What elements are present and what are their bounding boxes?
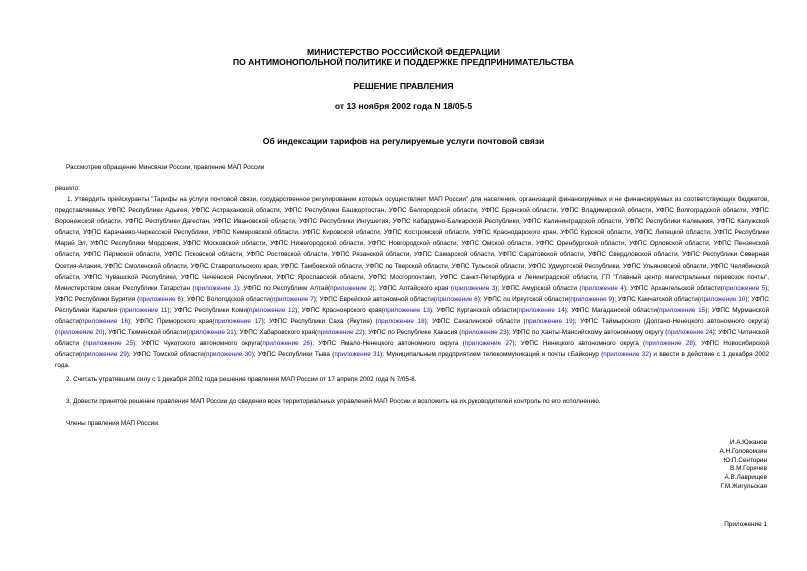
- attachment-link[interactable]: приложение 2: [330, 284, 373, 292]
- attachment-suffix: ); УФПС Курганской области(: [429, 306, 519, 314]
- attachment-suffix: ); УФПС Республики Тыва (: [251, 351, 335, 359]
- attachment-link[interactable]: приложение 15: [659, 306, 706, 314]
- attachment-suffix: ); УФПС Сахалинской области (: [424, 318, 526, 326]
- attachment-suffix: ); УФПС Магаданской области(: [564, 306, 660, 314]
- signature-list: [720, 439, 767, 492]
- attachment-suffix: ); УФПС Республики Карелия (: [55, 295, 770, 314]
- attachment-suffix: ); УФПС Республики Коми(: [167, 306, 250, 314]
- attachment-link[interactable]: приложение 24: [667, 329, 713, 337]
- attachment-link[interactable]: приложение 7: [272, 295, 314, 303]
- attachment-link[interactable]: приложение 10: [700, 295, 746, 303]
- signature-name: В.М.Горячев: [730, 465, 767, 473]
- attachment-suffix: ); УФПС Архангельской области(: [623, 284, 723, 292]
- ministry-line-1: МИНИСТЕРСТВО РОССИЙСКОЙ ФЕДЕРАЦИИ: [306, 47, 501, 57]
- attachment-link[interactable]: приложение 20: [57, 329, 103, 337]
- signature-name: Ю.П.Сенторин: [723, 456, 767, 464]
- attachment-suffix: ); УФПС Еврейской автономной области(: [313, 295, 436, 303]
- document-date: от 13 ноября 2002 года N 18/05-5: [334, 101, 473, 111]
- attachment-link[interactable]: приложение 5: [722, 284, 766, 292]
- attachment-suffix: ); УФПС Мурманской области(: [55, 306, 770, 326]
- attachment-suffix: ); УФПС Республики Бурятия (: [55, 284, 770, 303]
- signature-name: А.Н.Головомзин: [719, 447, 767, 455]
- signature-name: Г.М.Жигульская: [720, 482, 767, 490]
- intro-text: Рассмотрев обращение Минсвязи России, правление МАП России: [66, 164, 265, 171]
- document-subject: Об индексации тарифов на регулируемые услуги почтовой связи: [262, 136, 545, 146]
- item-3-text: 3. Довести принятое решение правления МАП России до сведения всех территориальных управлений МАП России и возложить на их руководителей контроль по его исполнению.: [66, 398, 601, 405]
- attachment-link[interactable]: приложение 11: [121, 306, 168, 314]
- attachment-link[interactable]: приложение 12: [249, 306, 296, 314]
- attachment-suffix: ); УФПС по Республике Алтай(: [236, 284, 331, 292]
- attachment-suffix: ); УФПС Тюменской области(: [102, 329, 189, 337]
- resolved-label: решило:: [55, 185, 80, 192]
- attachment-suffix: ); УФПС Ямало-Ненецкого автономного округа (: [310, 340, 465, 348]
- ministry-heading: [0, 47, 807, 67]
- members-label: Члены правления МАП России:: [66, 420, 160, 427]
- attachments-list: [55, 285, 769, 370]
- attachment-link[interactable]: приложение 18: [377, 318, 425, 326]
- attachment-suffix: ); УФПС Томской области(: [126, 351, 206, 359]
- signature-name: А.В.Лаврищев: [724, 474, 767, 482]
- attachment-suffix: ); УФПС Новосибирской области(: [55, 340, 770, 359]
- attachment-link[interactable]: приложение 25: [85, 340, 134, 348]
- attachment-suffix: ) и ввести в действие с 1 декабря 2002 года.: [55, 351, 770, 370]
- attachment-suffix: ); Муниципальным предприятием телекоммуникаций и почты г.Байконур (: [380, 351, 604, 359]
- signature-name: И.А.Южанов: [729, 439, 767, 446]
- attachment-suffix: ); УФПС Алтайского края (: [372, 284, 453, 292]
- attachment-link[interactable]: приложение 26: [262, 340, 311, 348]
- item-1-paragraph: [55, 194, 769, 372]
- attachment-link[interactable]: приложение 22: [317, 329, 363, 337]
- attachment-link[interactable]: приложение 13: [383, 306, 430, 314]
- attachment-link[interactable]: приложение 17: [214, 318, 262, 326]
- attachment-link[interactable]: приложение 23: [461, 329, 507, 337]
- attachment-suffix: ); УФПС Ненецкого автономного округа (: [512, 340, 646, 348]
- appendix-label: Приложение 1: [724, 521, 767, 528]
- attachment-link[interactable]: приложение 30: [206, 351, 252, 359]
- attachment-suffix: ); УФПС Вологодской области(: [181, 295, 272, 303]
- item-2-text: 2. Считать утратившим силу с 1 декабря 2002 года решение правления МАП России от 17 апреля 2002 года N 7/05-8.: [66, 376, 417, 383]
- document-type: РЕШЕНИЕ ПРАВЛЕНИЯ: [353, 81, 454, 91]
- item-1-lead: 1. Утвердить прейскуранты "Тарифы на услуги почтовой связи, государственное регулирование которых осуществляет МАП России" для населения, организаций финансируемых и не финансируемых из соответствующих бюджетов, представляемых УФПС Республики Адыгея, УФПС Астраханской области, УФПС Республики Башкортостан, УФПС Белгородской области, УФПС Брянской области, УФПС Владимирской области, УФПС Волгоградской области, УФПС Воронежской области, УФПС Республики Дагестан, УФПС Ивановской области, УФПС Республики Ингушетия, УФПС Кабардино-Балкарской Республики, УФПС Калининградской области, УФПС Республики Калмыкия, УФПС Калужской области, УФПС Карачаево-Черкесской Республики, УФПС Кемеровской области, УФПС Кировской области, УФПС Костромской области, УФПС Краснодарского края, УФПС Курской области, УФПС Липецкой области, УФПС Республики Марий Эл, УФПС Республики Мордовия, УФПС Московской области, УФПС Нижегородской области, УФПС Новгородской области, УФПС Омской области, УФПС Оренбургской области, УФПС Орловской области, УФПС Пензенской области, УФПС Пермской области, УФПС Псковской области, УФПС Ростовской области, УФПС Рязанской области, УФПС Самарской области, УФПС Саратовской области, УФПС Свердловской области, УФПС Республики Северная Осетия-Алания, УФПС Смоленской области, УФПС Ставропольского края, УФПС Тамбовской области, УФПС по Тверской области, УФПС Тульской области, УФПС Удмуртской Республики, УФПС Ульяновской области, УФПС Челябинской области, УФПС Чувашской Республики, УФПС Чеченской Республики, УФПС Ярославской области, УФПС Мосгорпочтамт, УФПС Санкт-Петербурга и Ленинградской области, ГП "Главный центр магистральных перевозок почты", Министерством связи Республики Татарстан: [55, 196, 769, 292]
- attachment-link[interactable]: приложение 29: [81, 351, 127, 359]
- attachment-link[interactable]: приложение 1: [194, 284, 237, 292]
- attachment-prefix: (: [189, 284, 195, 292]
- attachment-link[interactable]: приложение 31: [334, 351, 381, 359]
- attachment-link[interactable]: приложение 6: [139, 295, 181, 303]
- attachment-suffix: ); УФПС Чукотского автономного округа(: [133, 340, 263, 348]
- attachment-link[interactable]: приложение 16: [81, 318, 129, 326]
- attachment-link[interactable]: приложение 21: [188, 329, 234, 337]
- attachment-suffix: ); УФПС Таймырского (Долгано-Ненецкого автономного округа) (: [55, 318, 770, 337]
- attachment-suffix: ); УФПС по Иркутской области(: [477, 295, 571, 303]
- attachment-suffix: ); УФПС Республики Саха (Якутия) (: [261, 318, 378, 326]
- attachment-link[interactable]: приложение 27: [464, 340, 513, 348]
- attachment-suffix: ); УФПС Амурской области (: [495, 284, 582, 292]
- attachment-suffix: ); УФПС Красноярского края(: [295, 306, 384, 314]
- ministry-line-2: ПО АНТИМОНОПОЛЬНОЙ ПОЛИТИКЕ И ПОДДЕРЖКЕ ПРЕДПРИНИМАТЕЛЬСТВА: [232, 57, 575, 67]
- attachment-suffix: ); УФПС Хабаровского края(: [233, 329, 318, 337]
- attachment-link[interactable]: приложение 19: [525, 318, 573, 326]
- attachment-suffix: ); УФПС по Республике Хакасия (: [362, 329, 462, 337]
- attachment-suffix: ); УФПС по Ханты-Мансийскому автономному округу (: [506, 329, 668, 337]
- attachment-link[interactable]: приложение 14: [518, 306, 565, 314]
- attachment-link[interactable]: приложение 9: [570, 295, 613, 303]
- attachment-suffix: ); УФПС Приморского края(: [128, 318, 215, 326]
- attachment-link[interactable]: приложение 8: [435, 295, 478, 303]
- attachment-link[interactable]: приложение 3: [452, 284, 496, 292]
- attachment-suffix: ); УФПС Камчатской области(: [612, 295, 701, 303]
- attachment-link[interactable]: приложение 32: [603, 351, 649, 359]
- attachment-suffix: ); УФПС Читинской области (: [55, 329, 770, 348]
- attachment-link[interactable]: приложение 4: [581, 284, 624, 292]
- attachment-link[interactable]: приложение 28: [645, 340, 693, 348]
